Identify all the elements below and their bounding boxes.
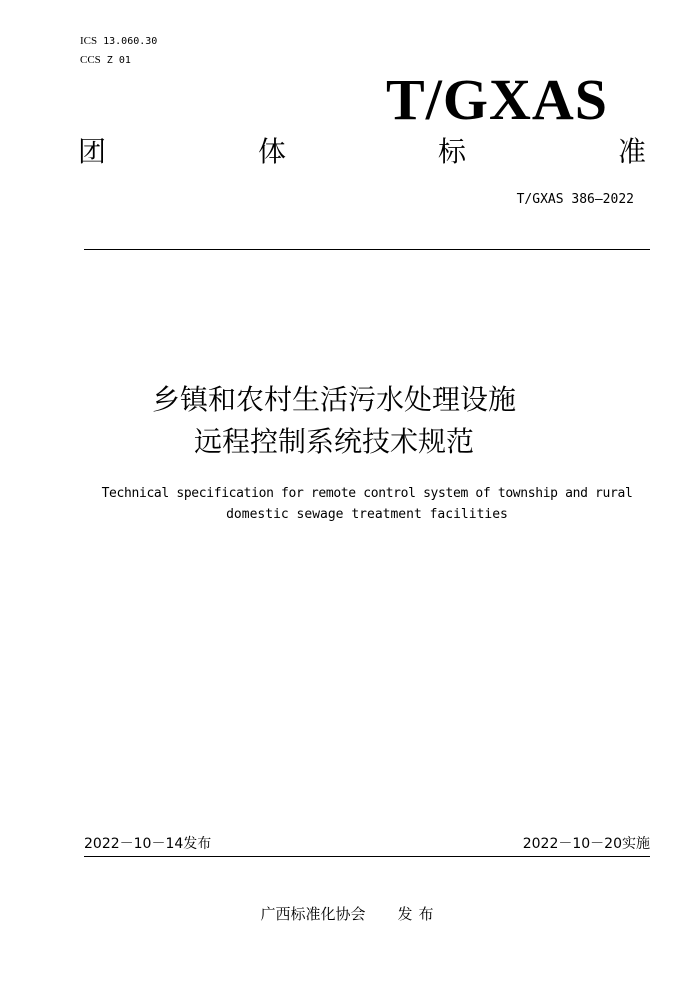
chinese-title-line-2: 远程控制系统技术规范 — [193, 425, 474, 458]
english-title-line-2: domestic sewage treatment facilities — [226, 507, 508, 522]
standard-brand-mark: T/GXAS — [386, 67, 608, 132]
standard-type-char: 准 — [617, 135, 646, 168]
publisher-name: 广西标准化协会 — [260, 905, 366, 923]
issue-date: 2022－10－14发布 — [84, 836, 212, 852]
standard-type-char: 体 — [257, 135, 286, 168]
standard-number: T/GXAS 386—2022 — [516, 192, 634, 207]
footer-divider — [84, 856, 650, 857]
standard-type-char: 团 — [78, 135, 107, 168]
english-title-line-1: Technical specification for remote control system of township and rural — [101, 486, 633, 501]
implementation-date: 2022－10－20实施 — [522, 836, 650, 852]
publisher-line — [0, 903, 700, 925]
ics-value: 13.060.30 — [103, 36, 158, 47]
ccs-code — [80, 51, 157, 70]
header-divider — [84, 249, 650, 250]
publisher-action: 发布 — [397, 905, 440, 923]
ics-code — [80, 32, 157, 51]
standard-type-heading — [78, 132, 646, 172]
ccs-label: CCS — [80, 54, 101, 66]
classification-codes — [80, 32, 157, 70]
ccs-value: Z 01 — [106, 55, 131, 66]
chinese-title-line-1: 乡镇和农村生活污水处理设施 — [151, 383, 516, 416]
standard-type-char: 标 — [437, 135, 466, 168]
ics-label: ICS — [80, 35, 98, 47]
